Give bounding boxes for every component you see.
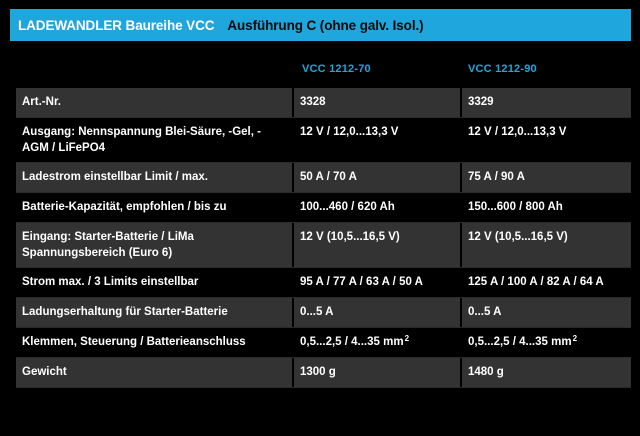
row-value-model-2: 150...600 / 800 Ah bbox=[462, 193, 631, 222]
row-value-model-1: 3328 bbox=[294, 88, 462, 117]
row-value-model-1: 50 A / 70 A bbox=[294, 163, 462, 192]
row-value-model-2: 0...5 A bbox=[462, 298, 631, 327]
row-value-model-1: 12 V / 12,0...13,3 V bbox=[294, 118, 462, 162]
row-label: Eingang: Starter-Batterie / LiMa Spannungsbereich (Euro 6) bbox=[16, 223, 294, 267]
table-row bbox=[16, 193, 631, 223]
table-row bbox=[16, 298, 631, 328]
row-value-model-1: 1300 g bbox=[294, 358, 462, 387]
table-row bbox=[16, 223, 631, 268]
row-label: Ladestrom einstellbar Limit / max. bbox=[16, 163, 294, 192]
row-label: Batterie-Kapazität, empfohlen / bis zu bbox=[16, 193, 294, 222]
column-header-model-1: VCC 1212-70 bbox=[302, 63, 371, 75]
row-label: Art.-Nr. bbox=[16, 88, 294, 117]
row-value-model-1: 0...5 A bbox=[294, 298, 462, 327]
row-label: Gewicht bbox=[16, 358, 294, 387]
value-text: 0,5...2,5 / 4...35 mm bbox=[468, 336, 572, 348]
table-row bbox=[16, 328, 631, 358]
table-row bbox=[16, 88, 631, 118]
row-value-model-2: 12 V / 12,0...13,3 V bbox=[462, 118, 631, 162]
superscript-unit: 2 bbox=[404, 334, 410, 343]
table-row bbox=[16, 163, 631, 193]
table-title-bar bbox=[10, 9, 631, 41]
column-header-model-2: VCC 1212-90 bbox=[468, 63, 537, 75]
row-value-model-2 bbox=[462, 328, 631, 357]
row-value-model-2: 12 V (10,5...16,5 V) bbox=[462, 223, 631, 267]
row-value-model-2: 75 A / 90 A bbox=[462, 163, 631, 192]
row-value-model-1: 12 V (10,5...16,5 V) bbox=[294, 223, 462, 267]
table-row bbox=[16, 268, 631, 298]
row-value-model-2: 3329 bbox=[462, 88, 631, 117]
row-value-model-2: 1480 g bbox=[462, 358, 631, 387]
row-value-model-1: 95 A / 77 A / 63 A / 50 A bbox=[294, 268, 462, 297]
row-label: Klemmen, Steuerung / Batterieanschluss bbox=[16, 328, 294, 357]
row-label: Ausgang: Nennspannung Blei-Säure, -Gel, -AGM / LiFePO4 bbox=[16, 118, 294, 162]
row-value-model-2: 125 A / 100 A / 82 A / 64 A bbox=[462, 268, 631, 297]
value-text: 0,5...2,5 / 4...35 mm bbox=[300, 336, 404, 348]
row-value-model-1: 100...460 / 620 Ah bbox=[294, 193, 462, 222]
table-row bbox=[16, 358, 631, 388]
variant-subtitle: Ausführung C (ohne galv. Isol.) bbox=[227, 17, 424, 33]
row-label: Strom max. / 3 Limits einstellbar bbox=[16, 268, 294, 297]
superscript-unit: 2 bbox=[572, 334, 578, 343]
row-label: Ladungserhaltung für Starter-Batterie bbox=[16, 298, 294, 327]
table-row bbox=[16, 118, 631, 163]
spec-table bbox=[16, 88, 631, 388]
row-value-model-1 bbox=[294, 328, 462, 357]
series-title: LADEWANDLER Baureihe VCC bbox=[18, 17, 215, 33]
